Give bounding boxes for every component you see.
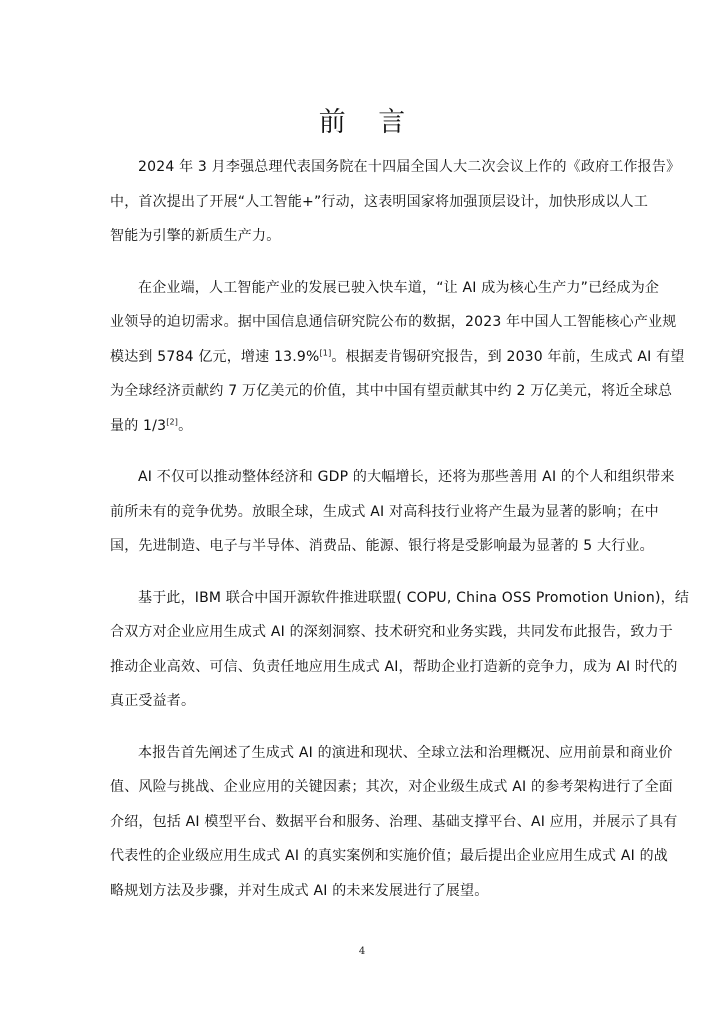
text-line: 推动企业高效、可信、负责任地应用生成式 AI，帮助企业打造新的竞争力，成为 AI 时代的 — [110, 658, 678, 675]
paragraph-4 — [110, 581, 690, 719]
text-line: 业领导的迫切需求。据中国信息通信研究院公布的数据，2023 年中国人工智能核心产业规 — [110, 314, 677, 330]
paragraph-5 — [110, 736, 678, 909]
page-title: 前 言 — [318, 107, 418, 138]
text-line: 介绍，包括 AI 模型平台、数据平台和服务、治理、基础支撑平台、AI 应用，并展示了具有 — [110, 813, 678, 830]
paragraph-3 — [110, 460, 675, 564]
text-segment: 。 — [178, 417, 193, 434]
text-segment: 模达到 5784 亿元，增速 13.9% — [110, 348, 320, 365]
text-line: 为全球经济贡献约 7 万亿美元的价值，其中中国有望贡献其中约 2 万亿美元，将近全球总 — [110, 383, 673, 399]
paragraph-2 — [110, 271, 685, 444]
text-line: 真正受益者。 — [110, 693, 196, 709]
text-line: 合双方对企业应用生成式 AI 的深刻洞察、技术研究和业务实践，共同发布此报告，致力于 — [110, 624, 674, 640]
text-segment: 。根据麦肯锡研究报告，到 2030 年前，生成式 AI 有望 — [331, 348, 685, 365]
text-line: AI 不仅可以推动整体经济和 GDP 的大幅增长，还将为那些善用 AI 的个人和组织带来 — [138, 469, 675, 485]
text-line: 智能为引擎的新质生产力。 — [110, 228, 281, 244]
text-line: 基于此，IBM 联合中国开源软件推进联盟( COPU, China OSS Promotion Union)，结 — [138, 589, 690, 606]
text-line: 在企业端，人工智能产业的发展已驶入快车道，“让 AI 成为核心生产力”已经成为企 — [138, 279, 660, 296]
text-line — [110, 409, 612, 444]
text-line: 略规划方法及步骤，并对生成式 AI 的未来发展进行了展望。 — [110, 882, 489, 899]
text-line: 中，首次提出了开展“人工智能+”行动，这表明国家将加强顶层设计，加快形成以人工 — [110, 193, 649, 210]
text-line: 国，先进制造、电子与半导体、消费品、能源、银行将是受影响最为显著的 5 大行业。 — [110, 538, 654, 554]
text-line: 本报告首先阐述了生成式 AI 的演进和现状、全球立法和治理概况、应用前景和商业价 — [138, 744, 673, 761]
paragraph-1 — [110, 150, 681, 254]
preface-body — [110, 150, 690, 925]
page-number: 4 — [358, 946, 366, 957]
citation-ref-1[interactable]: [1] — [319, 347, 332, 357]
text-line — [110, 340, 685, 375]
text-line: 值、风险与挑战、企业应用的关键因素；其次，对企业级生成式 AI 的参考架构进行了全面 — [110, 779, 674, 795]
text-line: 前所未有的竞争优势。放眼全球，生成式 AI 对高科技行业将产生最为显著的影响；在中 — [110, 503, 659, 520]
text-line: 2024 年 3 月李强总理代表国务院在十四届全国人大二次会议上作的《政府工作报告》 — [138, 159, 681, 175]
text-segment: 量的 1/3 — [110, 417, 167, 434]
text-line: 代表性的企业级应用生成式 AI 的真实案例和实施价值；最后提出企业应用生成式 AI 的战 — [110, 848, 669, 864]
citation-ref-2[interactable]: [2] — [166, 416, 179, 426]
